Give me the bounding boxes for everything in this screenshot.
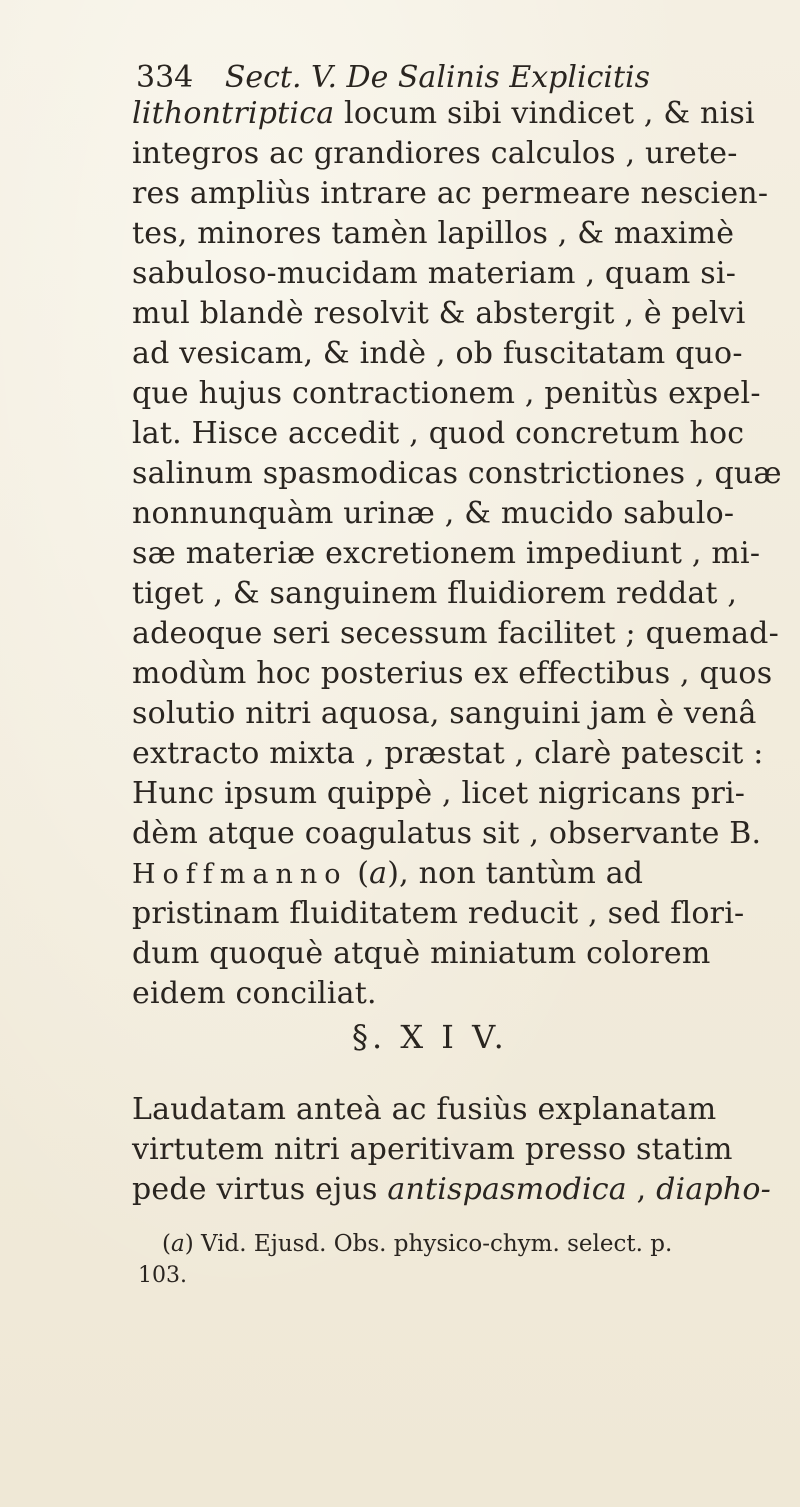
text-line: tiget , & sanguinem fluidiorem reddat , (132, 576, 738, 611)
footnote (162, 1229, 672, 1259)
footnote-continuation: 103. (138, 1263, 187, 1288)
text-line: integros ac grandiores calculos , urete- (132, 136, 738, 171)
line-text: , (626, 1172, 657, 1207)
text-line: res ampliùs intrare ac permeare nescien- (132, 176, 769, 211)
text-line: tes, minores tamèn lapillos , & maximè (132, 216, 735, 251)
italic-term: antispasmodica (387, 1172, 627, 1207)
text-line: eidem conciliat. (132, 976, 377, 1011)
italic-term: lithontriptica (132, 96, 335, 131)
line-text: locum sibi vindicet , & nisi (334, 96, 755, 131)
text-line: virtutem nitri aperitivam presso statim (132, 1132, 733, 1167)
text-line: que hujus contractionem , penitùs expel- (132, 376, 761, 411)
text-line: pristinam fluiditatem reducit , sed flori- (132, 896, 745, 931)
text-line: sæ materiæ excretionem impediunt , mi- (132, 536, 761, 571)
note-paren: ) (387, 856, 400, 891)
text-line: Hunc ipsum quippè , licet nigricans pri- (132, 776, 746, 811)
page-number: 334 (136, 60, 194, 95)
footnote-paren-close: ) (184, 1231, 201, 1257)
footnote-reference[interactable]: a (369, 856, 388, 891)
text-line: ad vesicam, & indè , ob fuscitatam quo- (132, 336, 743, 371)
line-text: pede virtus ejus (132, 1172, 388, 1207)
author-name: Hoffmanno (132, 859, 348, 890)
text-line: salinum spasmodicas constrictiones , quæ (132, 456, 782, 491)
running-title: Sect. V. De Salinis Explicitis (224, 60, 651, 95)
text-line: dèm atque coagulatus sit , observante B. (132, 816, 762, 851)
note-paren: ( (347, 856, 370, 891)
footnote-mark: a (170, 1231, 185, 1257)
text-line: modùm hoc posterius ex effectibus , quos (132, 656, 773, 691)
second-paragraph (132, 1090, 772, 1210)
text-line: mul blandè resolvit & abstergit , è pelvi (132, 296, 746, 331)
main-paragraph (132, 94, 782, 1014)
text-line: Laudatam anteà ac fusiùs explanatam (132, 1092, 717, 1127)
page-header (136, 58, 736, 98)
text-line: dum quoquè atquè miniatum colorem (132, 936, 711, 971)
section-heading: §. X I V. (352, 1018, 508, 1056)
footnote-paren-open: ( (162, 1231, 171, 1257)
text-line: sabuloso-mucidam materiam , quam si- (132, 256, 737, 291)
text-line: adeoque seri secessum facilitet ; quemad- (132, 616, 779, 651)
text-line (132, 1170, 772, 1210)
italic-term: diapho- (656, 1172, 771, 1207)
footnote-text: Vid. Ejusd. Obs. physico-chym. select. p. (201, 1231, 673, 1257)
line-text: , non tantùm ad (399, 856, 644, 891)
text-line: nonnunquàm urinæ , & mucido sabulo- (132, 496, 735, 531)
text-line: extracto mixta , præstat , clarè patescit : (132, 736, 764, 771)
text-line: lat. Hisce accedit , quod concretum hoc (132, 416, 745, 451)
text-line (132, 94, 772, 134)
text-line: solutio nitri aquosa, sanguini jam è venâ (132, 696, 757, 731)
text-line (132, 854, 772, 894)
